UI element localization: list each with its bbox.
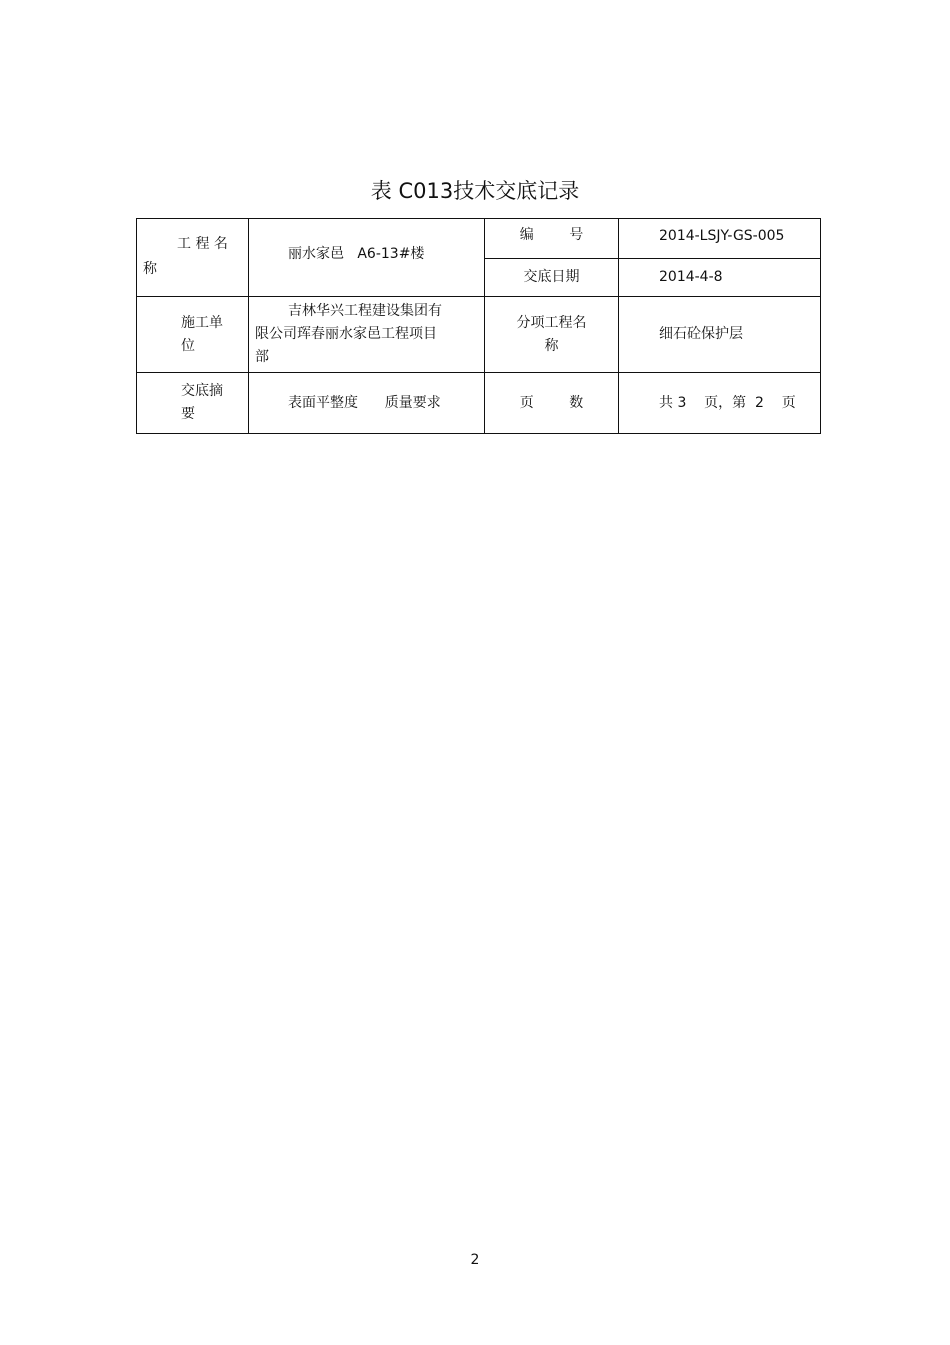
pages-label: 页 数	[519, 394, 584, 411]
summary-label-line2: 要	[181, 406, 195, 422]
construction-unit-label-cell	[137, 297, 249, 373]
summary-label-line1: 交底摘	[181, 383, 223, 399]
construction-unit-value-line3: 部	[255, 349, 269, 365]
project-name-value: 丽水家邑 A6-13#楼	[288, 246, 425, 262]
construction-unit-label-line1: 施工单	[181, 314, 223, 331]
summary-label-cell	[137, 373, 249, 434]
sub-project-label-line1: 分项工程名	[516, 314, 587, 331]
page-number: 2	[470, 1252, 480, 1268]
construction-unit-value-line1: 吉林华兴工程建设集团有	[288, 303, 442, 319]
number-label-cell	[485, 219, 619, 259]
construction-unit-label-line2: 位	[181, 337, 195, 354]
number-label: 编 号	[519, 227, 584, 243]
sub-project-label-cell	[485, 297, 619, 373]
number-value: 2014-LSJY-GS-005	[659, 228, 785, 244]
project-name-value-cell	[249, 219, 485, 297]
summary-value: 表面平整度 质量要求	[288, 394, 441, 411]
construction-unit-value-line2: 限公司珲春丽水家邑工程项目	[255, 326, 437, 342]
summary-value-cell	[249, 373, 485, 434]
sub-project-value-cell	[619, 297, 821, 373]
project-name-label-line1: 工 程 名	[177, 235, 228, 252]
project-name-label-cell	[137, 219, 249, 297]
sub-project-value: 细石砼保护层	[659, 326, 743, 342]
date-value-cell	[619, 259, 821, 297]
pages-label-cell	[485, 373, 619, 434]
page-title: 表 C013技术交底记录	[370, 179, 580, 203]
sub-project-label-line2: 称	[544, 337, 559, 354]
technical-disclosure-table	[136, 218, 821, 434]
date-value: 2014-4-8	[659, 269, 723, 285]
pages-value-cell	[619, 373, 821, 434]
number-value-cell	[619, 219, 821, 259]
date-label-cell	[485, 259, 619, 297]
construction-unit-value-cell	[249, 297, 485, 373]
date-label: 交底日期	[523, 269, 580, 285]
pages-value: 共 3 页，第 2 页	[659, 394, 796, 411]
project-name-label-line2: 称	[143, 260, 157, 277]
